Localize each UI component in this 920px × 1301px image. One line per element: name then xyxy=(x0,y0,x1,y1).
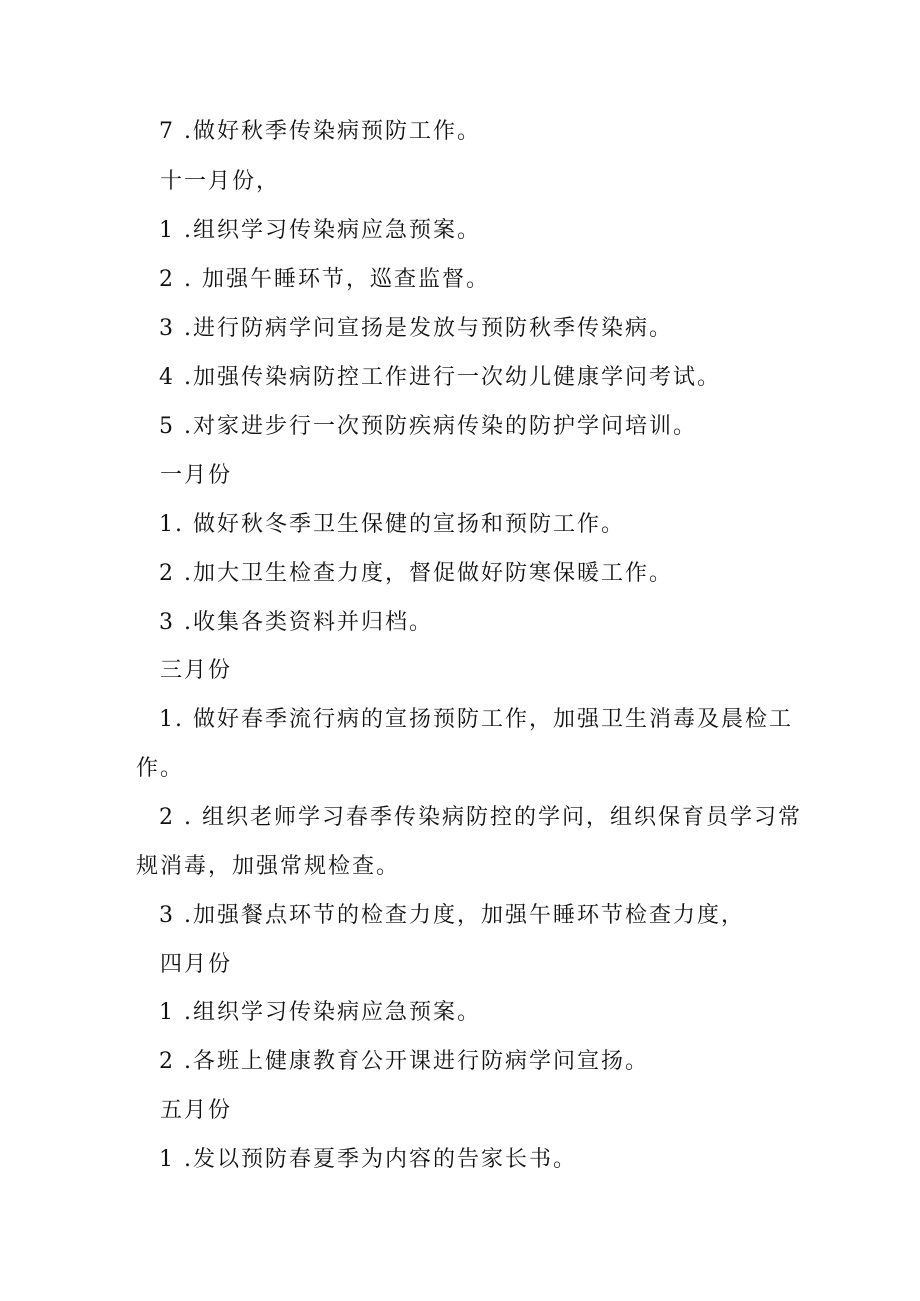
text-line-continuation: 作。 xyxy=(136,756,185,781)
text-line: 3 .加强餐点环节的检查力度，加强午睡环节检查力度， xyxy=(159,903,745,928)
month-heading: 五月份 xyxy=(160,1098,233,1123)
text-line: 2 .各班上健康教育公开课进行防病学问宣扬。 xyxy=(159,1049,649,1074)
month-heading: 十一月份， xyxy=(160,169,281,194)
text-line: 1 .组织学习传染病应急预案。 xyxy=(159,218,481,243)
text-line: 2 . 组织老师学习春季传染病防控的学问，组织保育员学习常 xyxy=(159,805,802,830)
text-line: 3 .进行防病学问宣扬是发放与预防秋季传染病。 xyxy=(159,316,673,341)
month-heading: 四月份 xyxy=(160,952,233,977)
text-line: 1 .发以预防春夏季为内容的告家长书。 xyxy=(159,1147,577,1172)
text-line: 7 .做好秋季传染病预防工作。 xyxy=(159,119,481,144)
text-line: 1 .组织学习传染病应急预案。 xyxy=(159,1000,481,1025)
text-line: 2 .加大卫生检查力度，督促做好防寒保暖工作。 xyxy=(159,561,673,586)
month-heading: 三月份 xyxy=(160,658,233,683)
month-heading: 一月份 xyxy=(160,463,233,488)
text-line: 5 .对家进步行一次预防疾病传染的防护学问培训。 xyxy=(159,414,697,439)
text-line: 3 .收集各类资料并归档。 xyxy=(159,610,433,635)
text-line-continuation: 规消毒，加强常规检查。 xyxy=(136,854,401,879)
text-line: 1. 做好春季流行病的宣扬预防工作，加强卫生消毒及晨检工 xyxy=(159,707,793,732)
text-line: 4 .加强传染病防控工作进行一次幼儿健康学问考试。 xyxy=(159,365,721,390)
text-line: 1. 做好秋冬季卫生保健的宣扬和预防工作。 xyxy=(159,512,625,537)
text-line: 2 . 加强午睡环节，巡查监督。 xyxy=(159,267,490,292)
